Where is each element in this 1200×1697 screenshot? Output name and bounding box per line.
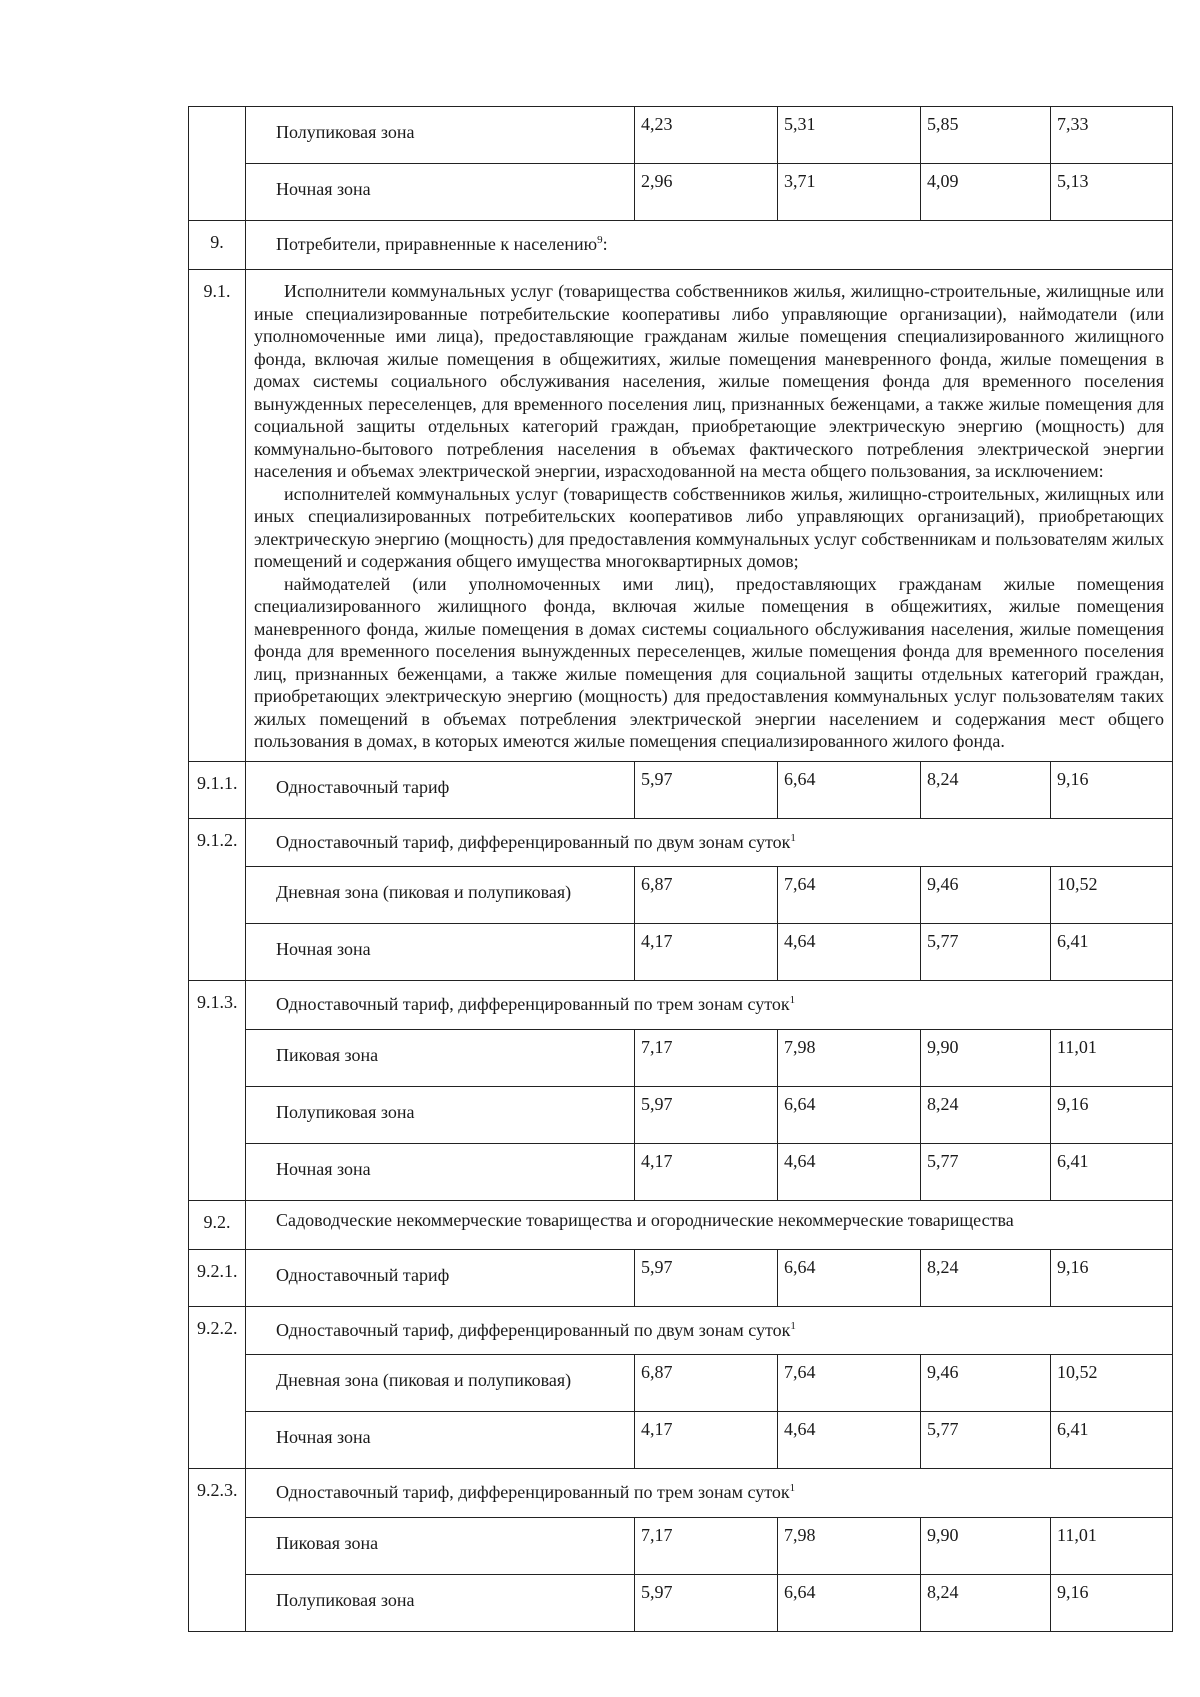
tariff-value: 8,24: [921, 1249, 1051, 1306]
tariff-value: 11,01: [1051, 1517, 1173, 1574]
zone-name: Полупиковая зона: [246, 107, 635, 164]
paragraph: исполнителей коммунальных услуг (товариществ собственников жилья, жилищно-строительных, жилищных или иных специализированных потребительских кооперативов либо управляющих организаций), приобретающих электрическую энергию (мощность) для предоставления коммунальных услуг собственникам и пользователям жилых помещений и содержания общего имущества многоквартирных домов;: [254, 483, 1164, 571]
section-title: Садоводческие некоммерческие товарищества и огороднические некоммерческие товарищества: [246, 1200, 1173, 1249]
tariff-value: 5,77: [921, 924, 1051, 981]
row-number: 9.2.1.: [189, 1249, 246, 1306]
row-number: 9.2.3.: [189, 1469, 246, 1518]
tariff-title: Одноставочный тариф, дифференцированный по трем зонам суток$^1$: [246, 981, 1173, 1030]
tariff-value: 5,31: [778, 107, 921, 164]
tariff-value: 7,98: [778, 1517, 921, 1574]
zone-name: Полупиковая зона: [246, 1086, 635, 1143]
tariff-value: 6,64: [778, 1249, 921, 1306]
row-number: 9.1.1.: [189, 761, 246, 818]
tariff-value: 2,96: [635, 164, 778, 221]
tariff-value: 9,16: [1051, 761, 1173, 818]
row-number-cell: [189, 1412, 246, 1469]
tariff-value: 7,98: [778, 1029, 921, 1086]
tariff-value: 6,41: [1051, 1143, 1173, 1200]
row-number-cell: [189, 1517, 246, 1574]
tariff-value: 9,46: [921, 867, 1051, 924]
table-row: [189, 867, 1173, 924]
tariff-value: 4,64: [778, 924, 921, 981]
zone-name: Пиковая зона: [246, 1029, 635, 1086]
table-row: [189, 107, 1173, 164]
tariff-value: 10,52: [1051, 1355, 1173, 1412]
table-row: [189, 818, 1173, 867]
zone-name: Ночная зона: [246, 924, 635, 981]
tariff-table: [188, 106, 1173, 1632]
table-row: [189, 1306, 1173, 1355]
zone-name: Дневная зона (пиковая и полупиковая): [246, 1355, 635, 1412]
zone-name: Дневная зона (пиковая и полупиковая): [246, 867, 635, 924]
table-row: [189, 1249, 1173, 1306]
tariff-value: 10,52: [1051, 867, 1173, 924]
tariff-value: 4,17: [635, 1143, 778, 1200]
tariff-value: 4,64: [778, 1412, 921, 1469]
zone-name: Пиковая зона: [246, 1517, 635, 1574]
zone-name: Ночная зона: [246, 164, 635, 221]
tariff-value: 9,16: [1051, 1574, 1173, 1631]
tariff-value: 3,71: [778, 164, 921, 221]
row-number-cell: [189, 1355, 246, 1412]
tariff-value: 6,64: [778, 1086, 921, 1143]
tariff-value: 4,64: [778, 1143, 921, 1200]
tariff-value: 5,77: [921, 1143, 1051, 1200]
table-row: [189, 1517, 1173, 1574]
tariff-value: 5,97: [635, 1249, 778, 1306]
tariff-value: 6,64: [778, 1574, 921, 1631]
zone-name: Ночная зона: [246, 1412, 635, 1469]
section-row: [189, 270, 1173, 762]
row-number: 9.2.2.: [189, 1306, 246, 1355]
zone-name: Ночная зона: [246, 1143, 635, 1200]
footnote-mark: 1: [789, 994, 796, 1006]
tariff-value: 4,17: [635, 924, 778, 981]
table-row: [189, 1412, 1173, 1469]
tariff-value: 5,77: [921, 1412, 1051, 1469]
tariff-value: 5,13: [1051, 164, 1173, 221]
section-title: Потребители, приравненные к населению$^9$:: [246, 221, 1173, 270]
tariff-title: Одноставочный тариф, дифференцированный по двум зонам суток$^1$: [246, 818, 1173, 867]
tariff-title: Одноставочный тариф, дифференцированный по двум зонам суток$^1$: [246, 1306, 1173, 1355]
paragraph: Исполнители коммунальных услуг (товарищества собственников жилья, жилищно-строительные, жилищные или иные специализированные потребительские кооперативы либо управляющие организации), наймодатели (или уполномоченные ими лица), предоставляющие гражданам жилые помещения специализированного жилищного фонда, включая жилые помещения в общежитиях, жилые помещения маневренного фонда, жилые помещения в домах системы социального обслуживания населения, жилые помещения фонда для временного поселения вынужденных переселенцев, для временного поселения лиц, признанных беженцами, а также жилые помещения для социальной защиты отдельных категорий граждан, приобретающие электрическую энергию (мощность) для коммунально-бытового потребления населения в объемах фактического потребления электрической энергии населения и объемах электрической энергии, израсходованной на места общего пользования, за исключением:: [254, 281, 1164, 481]
tariff-value: 7,17: [635, 1517, 778, 1574]
row-number: 9.2.: [189, 1200, 246, 1249]
zone-name: Полупиковая зона: [246, 1574, 635, 1631]
section-row: [189, 1200, 1173, 1249]
tariff-value: 9,16: [1051, 1249, 1173, 1306]
table-row: [189, 1355, 1173, 1412]
tariff-value: 5,97: [635, 1574, 778, 1631]
tariff-value: 7,64: [778, 867, 921, 924]
row-number: 9.1.: [189, 270, 246, 762]
tariff-value: 5,85: [921, 107, 1051, 164]
tariff-value: 7,33: [1051, 107, 1173, 164]
table-row: [189, 981, 1173, 1030]
table-row: [189, 164, 1173, 221]
row-number-cell: [189, 924, 246, 981]
row-number-cell: [189, 1029, 246, 1086]
tariff-value: 8,24: [921, 1086, 1051, 1143]
tariff-name: Одноставочный тариф: [246, 761, 635, 818]
tariff-value: 6,41: [1051, 1412, 1173, 1469]
tariff-value: 6,64: [778, 761, 921, 818]
tariff-value: 9,90: [921, 1517, 1051, 1574]
row-number: 9.: [189, 221, 246, 270]
tariff-value: 8,24: [921, 1574, 1051, 1631]
tariff-value: 4,23: [635, 107, 778, 164]
row-number-cell: [189, 1143, 246, 1200]
tariff-value: 11,01: [1051, 1029, 1173, 1086]
footnote-mark: 1: [790, 1319, 796, 1332]
row-number-cell: [189, 867, 246, 924]
tariff-title: Одноставочный тариф, дифференцированный по трем зонам суток$^1$: [246, 1469, 1173, 1518]
tariff-value: 4,17: [635, 1412, 778, 1469]
row-number-cell: [189, 1574, 246, 1631]
table-row: [189, 1574, 1173, 1631]
tariff-value: 5,97: [635, 1086, 778, 1143]
paragraph: наймодателей (или уполномоченных ими лиц), предоставляющих гражданам жилые помещения специализированного жилищного фонда, включая жилые помещения в общежитиях, жилые помещения маневренного фонда, жилые помещения в домах системы социального обслуживания населения, жилые помещения фонда для временного поселения вынужденных переселенцев, жилые помещения фонда для временного поселения лиц, признанных беженцами, а также жилые помещения для социальной защиты отдельных категорий граждан, приобретающих электрическую энергию (мощность) для предоставления коммунальных услуг пользователям таких жилых помещений в объемах потребления электрической энергии населением и содержания мест общего пользования в домах, в которых имеются жилые помещения специализированного жилого фонда.: [254, 573, 1164, 751]
footnote-mark: 1: [789, 1482, 796, 1494]
row-number-cell: [189, 164, 246, 221]
row-number: 9.1.2.: [189, 818, 246, 867]
tariff-value: 6,87: [635, 1355, 778, 1412]
row-number-cell: [189, 107, 246, 164]
tariff-value: 7,17: [635, 1029, 778, 1086]
table-row: [189, 924, 1173, 981]
table-row: [189, 1469, 1173, 1518]
table-row: [189, 1029, 1173, 1086]
section-description: [246, 270, 1173, 762]
row-number: 9.1.3.: [189, 981, 246, 1030]
table-row: [189, 1086, 1173, 1143]
tariff-value: 4,09: [921, 164, 1051, 221]
footnote-mark: 1: [790, 831, 796, 844]
tariff-value: 6,87: [635, 867, 778, 924]
tariff-value: 9,16: [1051, 1086, 1173, 1143]
tariff-value: 7,64: [778, 1355, 921, 1412]
tariff-value: 5,97: [635, 761, 778, 818]
table-row: [189, 1143, 1173, 1200]
row-number-cell: [189, 1086, 246, 1143]
footnote-mark: 9: [597, 234, 603, 246]
tariff-value: 8,24: [921, 761, 1051, 818]
tariff-value: 9,46: [921, 1355, 1051, 1412]
tariff-name: Одноставочный тариф: [246, 1249, 635, 1306]
table-row: [189, 761, 1173, 818]
section-row: [189, 221, 1173, 270]
tariff-value: 9,90: [921, 1029, 1051, 1086]
tariff-value: 6,41: [1051, 924, 1173, 981]
